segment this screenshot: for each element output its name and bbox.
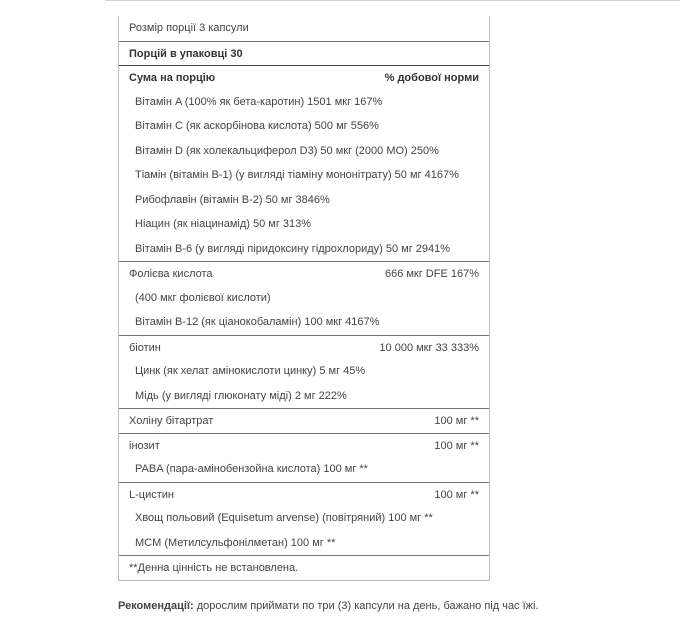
row-msm: MCM (Метилсульфонілметан) 100 мг ** bbox=[135, 536, 336, 549]
row-vitamin-b12: Вітамін B-12 (як ціанокобаламін) 100 мкг 4167% bbox=[135, 316, 380, 328]
l-cystine-value: 100 мг ** bbox=[434, 488, 479, 501]
top-divider bbox=[105, 0, 680, 6]
choline-label: Холіну бітартрат bbox=[129, 415, 214, 427]
row-paba: PABA (пара-амінобензойна кислота) 100 мг ** bbox=[135, 463, 368, 475]
amount-per-serving-header: Сума на порцію bbox=[129, 72, 216, 84]
recommendation-text: дорослим приймати по три (3) капсули на день, бажано під час їжі. bbox=[193, 600, 539, 612]
row-choline bbox=[119, 408, 489, 433]
row-biotin bbox=[119, 335, 489, 360]
row-copper: Мідь (у вигляді глюконату міді) 2 мг 222% bbox=[135, 389, 347, 402]
servings-per-container: Порцій в упаковці 30 bbox=[119, 41, 489, 66]
supplement-facts-panel bbox=[118, 16, 490, 581]
row-riboflavin: Рибофлавін (вітамін B-2) 50 мг 3846% bbox=[135, 193, 330, 206]
row-l-cystine bbox=[119, 482, 489, 507]
recommendation-label: Рекомендації: bbox=[118, 600, 194, 612]
row-zinc: Цинк (як хелат амінокислоти цинку) 5 мг 45% bbox=[135, 365, 366, 377]
row-vitamin-a: Вітамін A (100% як бета-каротин) 1501 мкг 167% bbox=[135, 95, 383, 108]
recommendation bbox=[118, 600, 678, 612]
biotin-label: біотин bbox=[129, 341, 161, 354]
footnote: **Денна цінність не встановлена. bbox=[119, 555, 489, 580]
row-inositol bbox=[119, 433, 489, 458]
biotin-value: 10 000 мкг 33 333% bbox=[379, 341, 479, 354]
row-vitamin-b6: Вітамін B-6 (у вигляді піридоксину гідрохлориду) 50 мг 2941% bbox=[135, 242, 451, 255]
folic-acid-value: 666 мкг DFE 167% bbox=[384, 268, 479, 280]
row-folic-acid bbox=[119, 261, 489, 286]
inositol-value: 100 мг ** bbox=[434, 439, 479, 452]
l-cystine-label: L-цистин bbox=[129, 488, 174, 501]
row-horsetail: Хвощ польовий (Equisetum arvense) (повітряний) 100 мг ** bbox=[135, 512, 433, 524]
row-vitamin-d: Вітамін D (як холекальциферол D3) 50 мкг (2000 МО) 250% bbox=[135, 144, 439, 157]
row-thiamine: Тіамін (вітамін B-1) (у вигляді тіаміну мононітрату) 50 мг 4167% bbox=[135, 169, 459, 181]
choline-value: 100 мг ** bbox=[434, 415, 479, 427]
folic-acid-label: Фолієва кислота bbox=[129, 268, 213, 280]
row-vitamin-c: Вітамін C (як аскорбінова кислота) 500 мг 556% bbox=[135, 120, 379, 132]
row-niacin: Ніацин (як ніацинамід) 50 мг 313% bbox=[135, 218, 312, 230]
row-folic-note: (400 мкг фолієвої кислоти) bbox=[135, 291, 271, 304]
table-header bbox=[119, 65, 489, 90]
daily-value-header: % добової норми bbox=[384, 72, 479, 84]
inositol-label: інозит bbox=[129, 439, 160, 452]
serving-size: Розмір порції 3 капсули bbox=[129, 22, 249, 34]
